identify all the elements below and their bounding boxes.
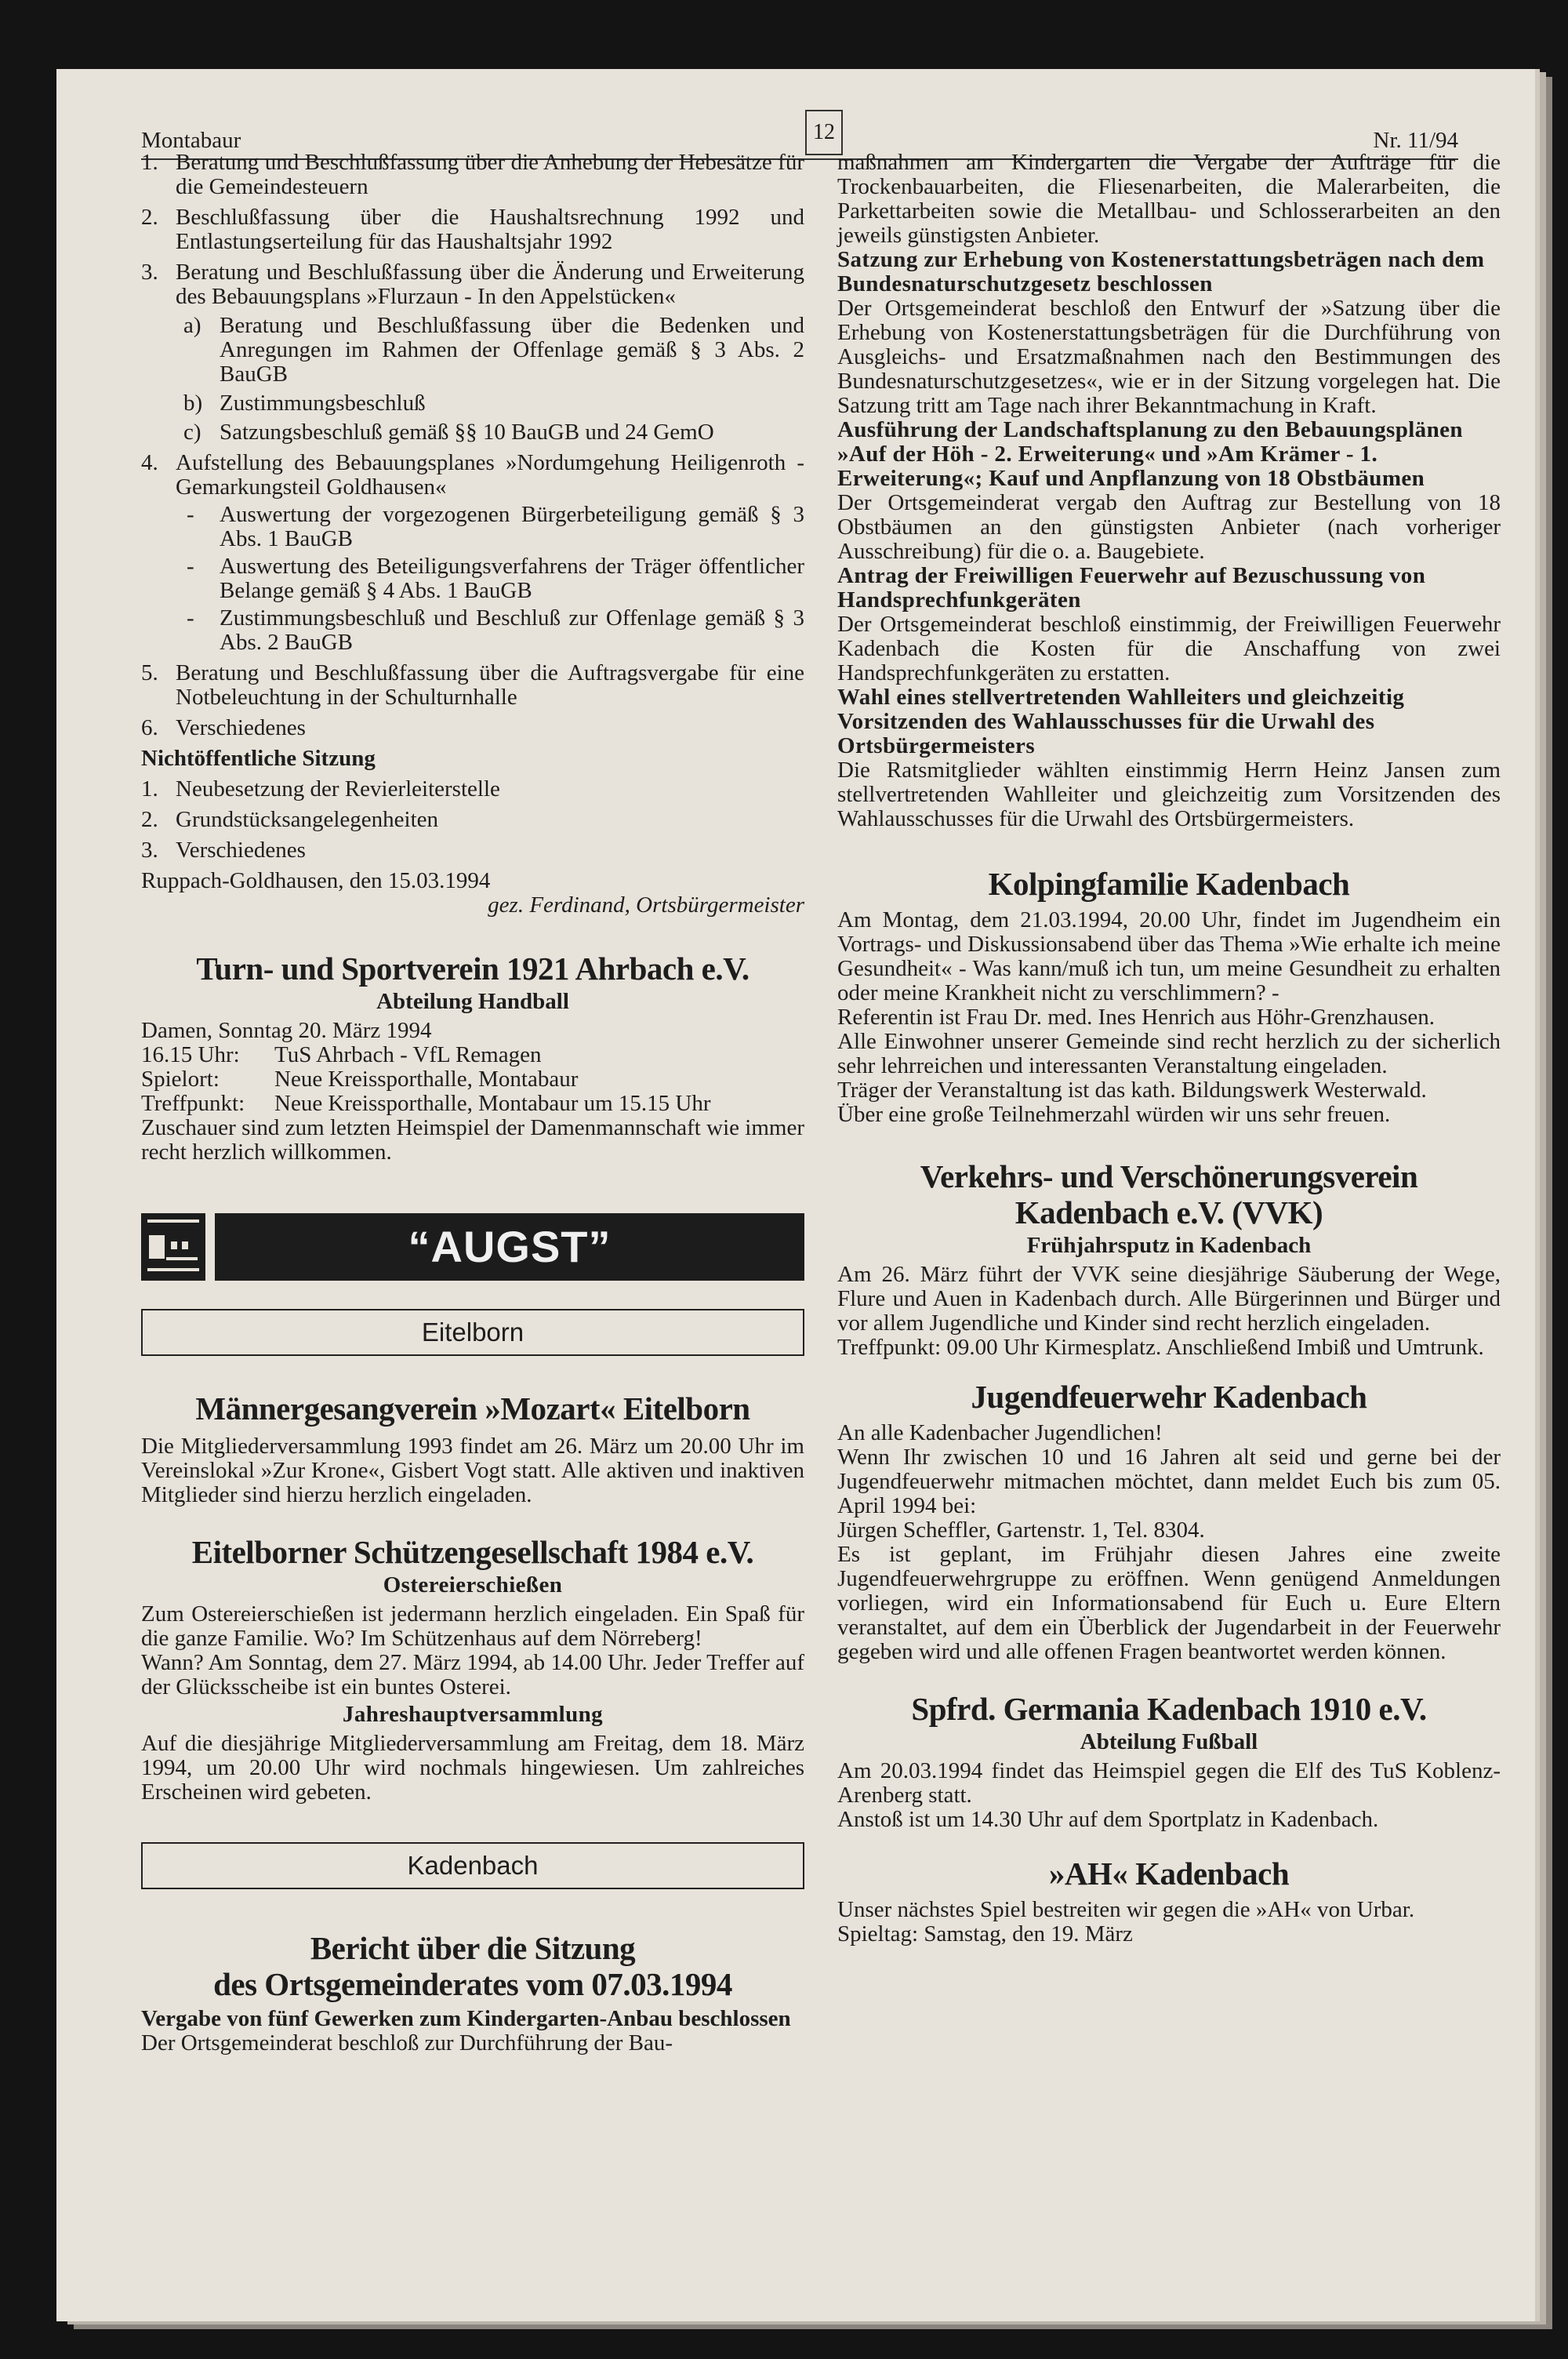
ah-text: Spieltag: Samstag, den 19. März xyxy=(837,1921,1133,1946)
agenda-list xyxy=(141,151,804,740)
schuetzen-title: Eitelborner Schützengesellschaft 1984 e.V. xyxy=(191,1534,754,1570)
agenda-subitem: - Auswertung des Beteiligungsverfahrens der Träger öffentlicher Belange gemäß § 4 Abs. 1 BauGB xyxy=(187,554,804,603)
place-date: Ruppach-Goldhausen, den 15.03.1994 xyxy=(141,868,491,893)
mozart-section xyxy=(141,1390,804,1507)
agenda-item: 1. Neubesetzung der Revierleiterstelle xyxy=(141,776,500,801)
germania-section xyxy=(837,1691,1501,1832)
kolping-text: Referentin ist Frau Dr. med. Ines Henrich aus Höhr-Grenzhausen. xyxy=(837,1005,1436,1030)
tus-title: Turn- und Sportverein 1921 Ahrbach e.V. xyxy=(196,951,750,987)
mozart-text: Die Mitgliederversammlung 1993 findet am 26. März um 20.00 Uhr im Vereinslokal »Zur Krone«, Gisbert Vogt statt. Alle aktiven und inaktiven Mitglieder sind hierzu herzlich eingeladen. xyxy=(141,1434,804,1507)
jugendfeuerwehr-contact: Jürgen Scheffler, Gartenstr. 1, Tel. 8304. xyxy=(837,1518,1205,1543)
bericht-section xyxy=(141,1930,804,2055)
castle-logo-icon xyxy=(141,1213,205,1281)
schuetzen-text: Wann? Am Sonntag, dem 27. März 1994, ab 14.00 Uhr. Jeder Treffer auf der Glücksscheibe ist ein buntes Osterei. xyxy=(141,1650,804,1699)
agenda-item: 4. Aufstellung des Bebauungsplanes »Nordumgehung Heiligenroth - Gemarkungsteil Goldhausen« - Auswertung der vorgezogenen Bürgerbeteiligung gemäß § 3 Abs. 1 BauGB - Auswertung des Beteiligungsverfahrens der Träger öffentlicher Belange gemäß § 4 Abs. 1 BauGB - Zustimmungsbeschluß und Beschluß zur Offenlage gemäß § 3 Abs. 2 BauGB xyxy=(141,450,804,655)
agenda-subitem: - Auswertung der vorgezogenen Bürgerbeteiligung gemäß § 3 Abs. 1 BauGB xyxy=(187,502,804,551)
agenda-item: 2. Grundstücksangelegenheiten xyxy=(141,807,439,832)
section-heading: Wahl eines stellvertretenden Wahlleiters und gleichzeitig Vorsitzenden des Wahlausschusses für die Urwahl des Ortsbürgermeisters xyxy=(837,685,1405,758)
germania-text: Anstoß ist um 14.30 Uhr auf dem Sportplatz in Kadenbach. xyxy=(837,1807,1379,1832)
section-heading: Ausführung der Landschaftsplanung zu den Bebauungsplänen »Auf der Höh - 2. Erweiterung« und »Am Krämer - 1. Erweiterung«; Kauf und Anpflanzung von 18 Obstbäumen xyxy=(837,417,1463,491)
jugendfeuerwehr-text: Wenn Ihr zwischen 10 und 16 Jahren alt seid und gerne bei der Jugendfeuerwehr mitmachen möchtet, dann meldet Euch bis zum 05. April 1994 bei: xyxy=(837,1445,1501,1518)
issue-number: Nr. 11/94 xyxy=(1373,128,1458,153)
ah-title: »AH« Kadenbach xyxy=(1048,1856,1290,1892)
kolping-text: Am Montag, dem 21.03.1994, 20.00 Uhr, findet im Jugendheim ein Vortrags- und Diskussionsabend über das Thema »Wie erhalte ich meine Gesundheit« - Was kann/muß ich tun, um meine Gesundheit zu erhalten oder meine Krankheit nicht zu verschlimmern? - xyxy=(837,907,1501,1005)
page-number: 12 xyxy=(805,110,843,155)
germania-title: Spfrd. Germania Kadenbach 1910 e.V. xyxy=(911,1691,1427,1727)
schuetzen-text: Zum Ostereierschießen ist jedermann herzlich eingeladen. Ein Spaß für die ganze Familie. Wo? Im Schützenhaus auf dem Nörreberg! xyxy=(141,1601,804,1651)
schuetzen-subtitle: Ostereierschießen xyxy=(383,1572,563,1598)
place-header-kadenbach: Kadenbach xyxy=(141,1842,804,1889)
bericht-continued: maßnahmen am Kindergarten die Vergabe der Aufträge für die Trockenbauarbeiten, die Fliesenarbeiten, die Malerarbeiten, die Parkettarbeiten sowie die Metallbau- und Schlosserarbeiten an den jeweils günstigsten Anbieter. xyxy=(837,150,1501,248)
ah-text: Unser nächstes Spiel bestreiten wir gegen die »AH« von Urbar. xyxy=(837,1897,1415,1922)
jugendfeuerwehr-section xyxy=(837,1379,1501,1664)
kolping-section xyxy=(837,866,1501,1127)
agenda-subitem: c) Satzungsbeschluß gemäß §§ 10 BauGB und 24 GemO xyxy=(183,420,714,445)
left-column xyxy=(141,151,804,2055)
tus-details: 16.15 Uhr: TuS Ahrbach - VfL Remagen Spielort: Neue Kreissporthalle, Montabaur Treffpunkt: Neue Kreissporthalle, Montabaur um 15.15 Uhr xyxy=(141,1042,711,1116)
schuetzen-text: Auf die diesjährige Mitgliederversammlung am Freitag, dem 18. März 1994, um 20.00 Uhr wird nochmals hingewiesen. Um zahlreiches Erscheinen wird gebeten. xyxy=(141,1731,804,1805)
section-text: Der Ortsgemeinderat vergab den Auftrag zur Bestellung von 18 Obstbäumen an den günstigsten Anbieter (nach vorheriger Ausschreibung) für die o. a. Baugebiete. xyxy=(837,490,1501,564)
germania-subtitle: Abteilung Fußball xyxy=(1080,1729,1258,1754)
section-text: Der Ortsgemeinderat beschloß einstimmig, der Freiwilligen Feuerwehr Kadenbach die Kosten für die Anschaffung von zwei Handsprechfunkgeräten zu erstatten. xyxy=(837,612,1501,685)
bericht-heading: Vergabe von fünf Gewerken zum Kindergarten-Anbau beschlossen xyxy=(141,2006,791,2031)
schuetzen-subtitle: Jahreshauptversammlung xyxy=(342,1702,604,1727)
section-text: Die Ratsmitglieder wählten einstimmig Herrn Heinz Jansen zum stellvertretenden Wahlleiter und gleichzeitig zum Vorsitzenden des Wahlausschusses für die Urwahl des Ortsbürgermeisters. xyxy=(837,758,1501,831)
augst-banner xyxy=(141,1213,804,1281)
section-text: Der Ortsgemeinderat beschloß den Entwurf der »Satzung über die Erhebung von Kostenerstattungsbeträgen für die Durchführung von Ausgleichs- und Ersatzmaßnahmen nach den Bestimmungen des Bundesnaturschutzgesetzes«, wie er in der Sitzung vorgelegen hat. Die Satzung tritt am Tage nach ihrer Bekanntmachung in Kraft. xyxy=(837,296,1501,418)
agenda-subitem: - Zustimmungsbeschluß und Beschluß zur Offenlage gemäß § 3 Abs. 2 BauGB xyxy=(187,605,804,655)
bericht-text: Der Ortsgemeinderat beschloß zur Durchführung der Bau- xyxy=(141,2030,673,2055)
newspaper-page xyxy=(56,69,1535,2321)
germania-text: Am 20.03.1994 findet das Heimspiel gegen die Elf des TuS Koblenz-Arenberg statt. xyxy=(837,1758,1501,1808)
section-heading: Satzung zur Erhebung von Kostenerstattungsbeträgen nach dem Bundesnaturschutzgesetz beschlossen xyxy=(837,247,1485,296)
mozart-title: Männergesangverein »Mozart« Eitelborn xyxy=(195,1390,750,1427)
ah-section xyxy=(837,1856,1501,1946)
kolping-text: Alle Einwohner unserer Gemeinde sind recht herzlich zu der sicherlich sehr lehrreichen und interessanten Veranstaltung eingeladen. xyxy=(837,1029,1501,1078)
section-heading: Antrag der Freiwilligen Feuerwehr auf Bezuschussung von Handsprechfunkgeräten xyxy=(837,563,1426,612)
header-place: Montabaur xyxy=(141,128,241,153)
kolping-text: Über eine große Teilnehmerzahl würden wir uns sehr freuen. xyxy=(837,1102,1391,1127)
jugendfeuerwehr-text: An alle Kadenbacher Jugendlichen! xyxy=(837,1420,1163,1445)
vvk-subtitle: Frühjahrsputz in Kadenbach xyxy=(1026,1233,1312,1258)
agenda-subitem: a) Beratung und Beschlußfassung über die Bedenken und Anregungen im Rahmen der Offenlage gemäß § 3 Abs. 2 BauGB xyxy=(183,313,804,387)
place-header-eitelborn: Eitelborn xyxy=(141,1309,804,1356)
agenda-subitem: b) Zustimmungsbeschluß xyxy=(183,391,426,416)
agenda-item: 6. Verschiedenes xyxy=(141,715,306,740)
jugendfeuerwehr-text: Es ist geplant, im Frühjahr diesen Jahres eine zweite Jugendfeuerwehrgruppe zu eröffnen. Wenn genügend Anmeldungen vorliegen, wird ein Informationsabend für Euch u. Eure Eltern veranstaltet, auf dem ein Überblick der Jugendarbeit in der Feuerwehr gegeben wird und alle offenen Fragen beantwortet werden können. xyxy=(837,1542,1501,1664)
agenda-item: 3. Beratung und Beschlußfassung über die Änderung und Erweiterung des Bebauungsplans »Flurzaun - In den Appelstücken« a) Beratung und Beschlußfassung über die Bedenken und Anregungen im Rahmen der Offenlage gemäß § 3 Abs. 2 BauGB b) Zustimmungsbeschluß c) Satzungsbeschluß gemäß §§ 10 BauGB und 24 GemO xyxy=(141,260,804,445)
agenda-item: 1. Beratung und Beschlußfassung über die Anhebung der Hebesätze für die Gemeindesteuern xyxy=(141,150,804,199)
vvk-text: Am 26. März führt der VVK seine diesjährige Säuberung der Wege, Flure und Auen in Kadenbach durch. Alle Bürgerinnen und Bürger und vor allem Jugendliche und Kinder sind recht herzlich eingeladen. xyxy=(837,1262,1501,1336)
signature: gez. Ferdinand, Ortsbürgermeister xyxy=(488,892,804,918)
closed-session-heading: Nichtöffentliche Sitzung xyxy=(141,746,376,771)
bericht-title: Bericht über die Sitzung xyxy=(310,1930,636,1966)
augst-title: “AUGST” xyxy=(215,1213,804,1281)
right-column xyxy=(837,151,1501,1946)
tus-section xyxy=(141,951,804,1165)
closed-agenda-list xyxy=(141,777,804,863)
kolping-title: Kolpingfamilie Kadenbach xyxy=(988,866,1350,902)
tus-text: Zuschauer sind zum letzten Heimspiel der Damenmannschaft wie immer recht herzlich willkommen. xyxy=(141,1115,804,1165)
vvk-title: Verkehrs- und Verschönerungsverein xyxy=(920,1158,1418,1194)
agenda-item: 5. Beratung und Beschlußfassung über die Auftragsvergabe für eine Notbeleuchtung in der Schulturnhalle xyxy=(141,660,804,710)
jugendfeuerwehr-title: Jugendfeuerwehr Kadenbach xyxy=(971,1379,1367,1415)
kolping-text: Träger der Veranstaltung ist das kath. Bildungswerk Westerwald. xyxy=(837,1078,1427,1103)
schuetzen-section xyxy=(141,1534,804,1805)
agenda-item: 3. Verschiedenes xyxy=(141,838,306,863)
agenda-item: 2. Beschlußfassung über die Haushaltsrechnung 1992 und Entlastungserteilung für das Haushaltsjahr 1992 xyxy=(141,205,804,254)
vvk-section xyxy=(837,1158,1501,1360)
tus-subtitle: Abteilung Handball xyxy=(376,989,569,1014)
vvk-title: Kadenbach e.V. (VVK) xyxy=(1014,1194,1323,1230)
tus-line: Damen, Sonntag 20. März 1994 xyxy=(141,1018,432,1043)
bericht-title: des Ortsgemeinderates vom 07.03.1994 xyxy=(213,1966,732,2002)
vvk-text: Treffpunkt: 09.00 Uhr Kirmesplatz. Anschließend Imbiß und Umtrunk. xyxy=(837,1335,1484,1360)
